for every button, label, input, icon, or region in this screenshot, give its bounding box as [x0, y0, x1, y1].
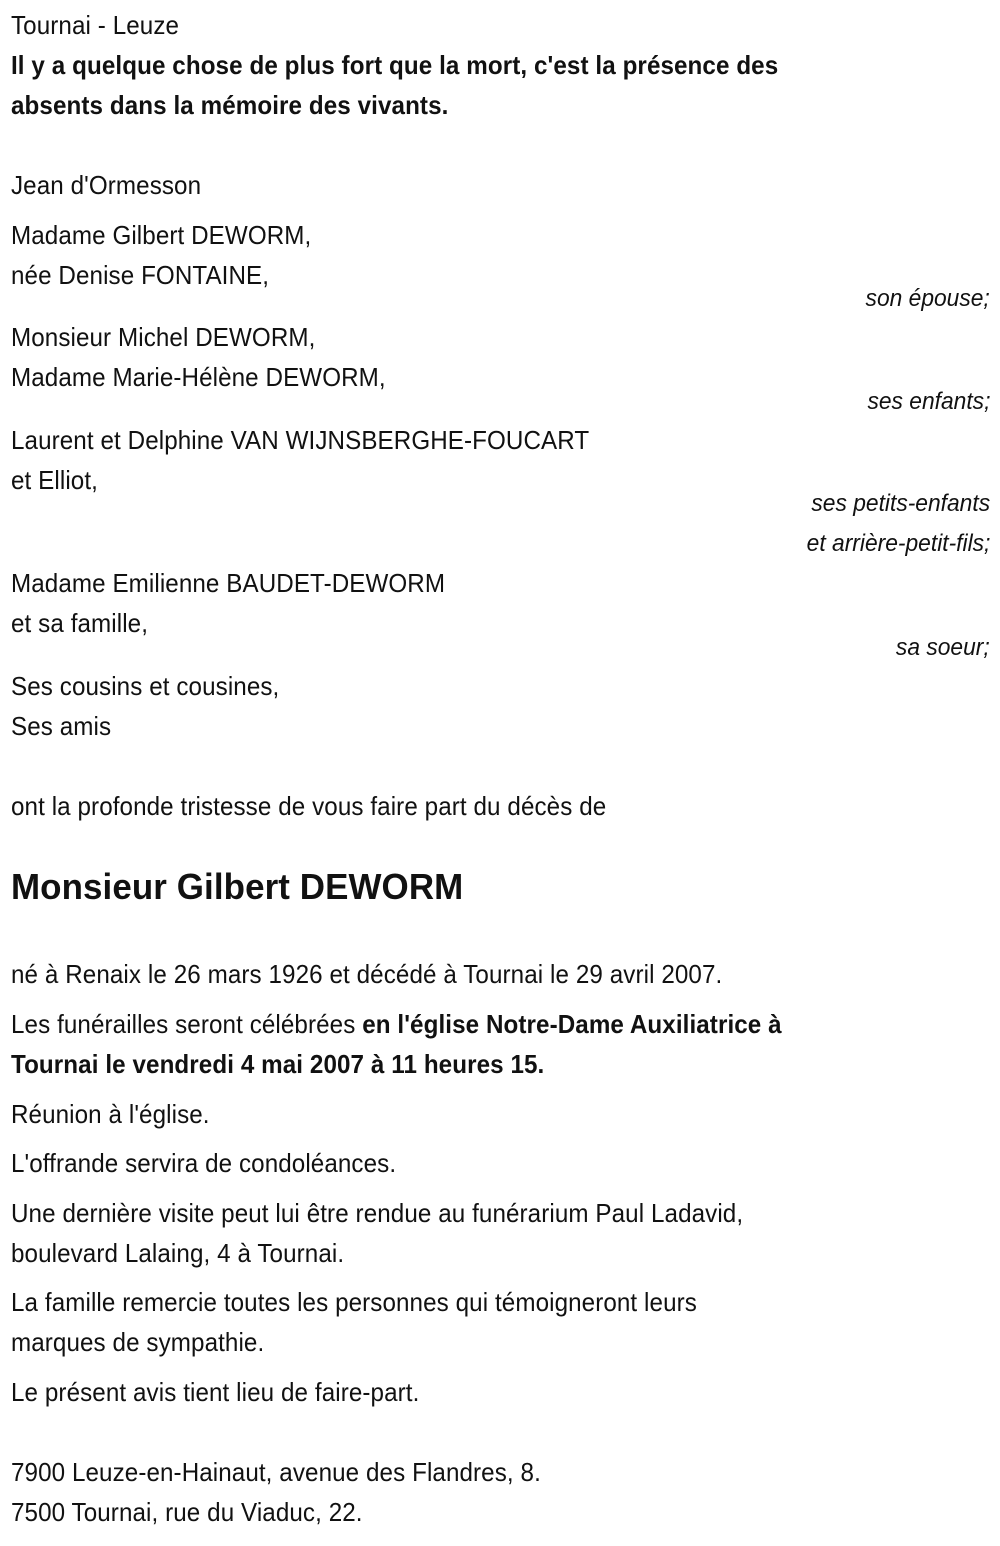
family-relation: et arrière-petit-fils;: [806, 530, 990, 557]
offering-text: L'offrande servira de condoléances.: [11, 1148, 397, 1178]
deceased-name: Monsieur Gilbert DEWORM: [11, 866, 464, 907]
family-relation: sa soeur;: [896, 634, 990, 661]
address-line: 7500 Tournai, rue du Viaduc, 22.: [11, 1497, 363, 1527]
thanks-line-1: La famille remercie toutes les personnes qui témoigneront leurs: [11, 1287, 697, 1317]
funeral-line-2: Tournai le vendredi 4 mai 2007 à 11 heures 15.: [11, 1049, 545, 1079]
family-line: Laurent et Delphine VAN WIJNSBERGHE-FOUCART: [11, 425, 590, 455]
family-line: et Elliot,: [11, 465, 98, 495]
visit-line-2: boulevard Lalaing, 4 à Tournai.: [11, 1238, 345, 1268]
quote-line-1: Il y a quelque chose de plus fort que la mort, c'est la présence des: [11, 50, 779, 80]
family-line: Madame Emilienne BAUDET-DEWORM: [11, 568, 446, 598]
thanks-line-2: marques de sympathie.: [11, 1327, 265, 1357]
family-relation: ses enfants;: [867, 388, 990, 415]
family-relation: son épouse;: [865, 285, 990, 312]
family-line: Madame Gilbert DEWORM,: [11, 220, 312, 250]
family-line: et sa famille,: [11, 608, 149, 638]
visit-line-1: Une dernière visite peut lui être rendue au funérarium Paul Ladavid,: [11, 1198, 744, 1228]
family-relation: ses petits-enfants: [811, 490, 990, 517]
family-line: née Denise FONTAINE,: [11, 260, 270, 290]
family-line: Ses amis: [11, 711, 112, 741]
birth-death-text: né à Renaix le 26 mars 1926 et décédé à Tournai le 29 avril 2007.: [11, 959, 723, 989]
announcement-text: ont la profonde tristesse de vous faire part du décès de: [11, 791, 607, 821]
family-line: Madame Marie-Hélène DEWORM,: [11, 362, 386, 392]
funeral-location: en l'église Notre-Dame Auxiliatrice à: [362, 1009, 782, 1039]
quote-author: Jean d'Ormesson: [11, 170, 202, 200]
location-header: Tournai - Leuze: [11, 10, 180, 40]
funeral-line-1: [11, 1009, 782, 1039]
meeting-text: Réunion à l'église.: [11, 1099, 210, 1129]
quote-line-2: absents dans la mémoire des vivants.: [11, 90, 449, 120]
notice-text: Le présent avis tient lieu de faire-part.: [11, 1377, 420, 1407]
address-line: 7900 Leuze-en-Hainaut, avenue des Flandres, 8.: [11, 1457, 541, 1487]
family-line: Monsieur Michel DEWORM,: [11, 322, 316, 352]
family-line: Ses cousins et cousines,: [11, 671, 280, 701]
funeral-prefix: Les funérailles seront célébrées: [11, 1009, 363, 1039]
